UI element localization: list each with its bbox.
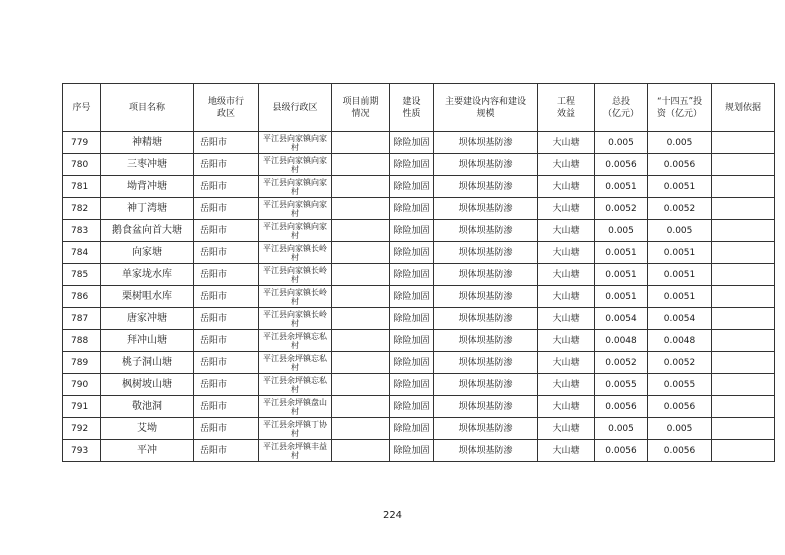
header-planning-basis: 规划依据 [712,84,775,132]
cell-planning-basis [712,396,775,418]
cell-content: 坝体坝基防渗 [434,396,538,418]
cell-county: 平江县余坪镇忘私 村 [259,374,332,396]
cell-preliminary [332,440,390,462]
cell-project-name: 敬池洞 [101,396,194,418]
cell-project-name: 鹅食盆向首大塘 [101,220,194,242]
cell-city: 岳阳市 [194,374,259,396]
cell-county: 平江县余坪镇忘私 村 [259,330,332,352]
cell-index: 786 [63,286,101,308]
cell-total-investment: 0.0056 [595,154,648,176]
header-content: 主要建设内容和建设 规模 [434,84,538,132]
cell-index: 792 [63,418,101,440]
table-row [63,176,775,198]
page-number: 224 [382,510,403,521]
cell-14th-plan-investment: 0.0051 [648,242,712,264]
cell-preliminary [332,374,390,396]
cell-14th-plan-investment: 0.005 [648,132,712,154]
cell-planning-basis [712,264,775,286]
cell-content: 坝体坝基防渗 [434,308,538,330]
cell-city: 岳阳市 [194,176,259,198]
table-row [63,396,775,418]
cell-preliminary [332,264,390,286]
cell-total-investment: 0.0051 [595,242,648,264]
cell-14th-plan-investment: 0.0051 [648,264,712,286]
cell-project-name: 单家垅水库 [101,264,194,286]
cell-nature: 除险加固 [390,264,434,286]
header-benefit: 工程 效益 [538,84,595,132]
cell-total-investment: 0.0051 [595,176,648,198]
header-preliminary: 项目前期 情况 [332,84,390,132]
cell-14th-plan-investment: 0.0055 [648,374,712,396]
cell-index: 791 [63,396,101,418]
cell-benefit: 大山塘 [538,220,595,242]
header-nature: 建设 性质 [390,84,434,132]
cell-county: 平江县向家镇长岭 村 [259,286,332,308]
cell-project-name: 拜冲山塘 [101,330,194,352]
cell-city: 岳阳市 [194,132,259,154]
cell-index: 779 [63,132,101,154]
cell-14th-plan-investment: 0.005 [648,418,712,440]
cell-planning-basis [712,198,775,220]
cell-preliminary [332,308,390,330]
cell-index: 781 [63,176,101,198]
cell-total-investment: 0.0048 [595,330,648,352]
cell-planning-basis [712,352,775,374]
table-row [63,440,775,462]
cell-preliminary [332,418,390,440]
cell-total-investment: 0.005 [595,418,648,440]
cell-14th-plan-investment: 0.0056 [648,440,712,462]
cell-index: 793 [63,440,101,462]
cell-planning-basis [712,330,775,352]
cell-preliminary [332,220,390,242]
cell-benefit: 大山塘 [538,286,595,308]
cell-14th-plan-investment: 0.0048 [648,330,712,352]
cell-county: 平江县余坪镇盘山 村 [259,396,332,418]
cell-nature: 除险加固 [390,374,434,396]
cell-planning-basis [712,176,775,198]
cell-total-investment: 0.005 [595,220,648,242]
cell-index: 787 [63,308,101,330]
table-row [63,418,775,440]
cell-index: 783 [63,220,101,242]
cell-preliminary [332,154,390,176]
cell-14th-plan-investment: 0.0056 [648,154,712,176]
cell-benefit: 大山塘 [538,352,595,374]
cell-nature: 除险加固 [390,352,434,374]
cell-14th-plan-investment: 0.0054 [648,308,712,330]
cell-city: 岳阳市 [194,396,259,418]
cell-county: 平江县向家镇向家 村 [259,198,332,220]
cell-nature: 除险加固 [390,154,434,176]
cell-benefit: 大山塘 [538,308,595,330]
cell-county: 平江县向家镇向家 村 [259,132,332,154]
cell-14th-plan-investment: 0.0052 [648,198,712,220]
cell-project-name: 坳背冲塘 [101,176,194,198]
cell-nature: 除险加固 [390,176,434,198]
cell-index: 790 [63,374,101,396]
header-index: 序号 [63,84,101,132]
cell-benefit: 大山塘 [538,264,595,286]
table-row [63,286,775,308]
cell-county: 平江县向家镇长岭 村 [259,242,332,264]
cell-preliminary [332,176,390,198]
cell-14th-plan-investment: 0.0051 [648,176,712,198]
cell-county: 平江县余坪镇丁协 村 [259,418,332,440]
cell-benefit: 大山塘 [538,418,595,440]
table-row [63,154,775,176]
cell-nature: 除险加固 [390,286,434,308]
cell-content: 坝体坝基防渗 [434,286,538,308]
table-row [63,374,775,396]
cell-preliminary [332,132,390,154]
cell-county: 平江县向家镇向家 村 [259,220,332,242]
cell-14th-plan-investment: 0.005 [648,220,712,242]
cell-benefit: 大山塘 [538,198,595,220]
cell-total-investment: 0.0051 [595,286,648,308]
cell-benefit: 大山塘 [538,154,595,176]
cell-planning-basis [712,242,775,264]
cell-county: 平江县余坪镇忘私 村 [259,352,332,374]
cell-content: 坝体坝基防渗 [434,132,538,154]
cell-city: 岳阳市 [194,242,259,264]
table-row [63,198,775,220]
cell-nature: 除险加固 [390,242,434,264]
cell-nature: 除险加固 [390,132,434,154]
cell-county: 平江县向家镇长岭 村 [259,308,332,330]
table-header-row [63,84,775,132]
cell-city: 岳阳市 [194,330,259,352]
cell-city: 岳阳市 [194,352,259,374]
cell-total-investment: 0.0054 [595,308,648,330]
cell-preliminary [332,330,390,352]
cell-project-name: 神精塘 [101,132,194,154]
cell-city: 岳阳市 [194,308,259,330]
cell-benefit: 大山塘 [538,176,595,198]
cell-project-name: 三枣冲塘 [101,154,194,176]
cell-index: 782 [63,198,101,220]
cell-nature: 除险加固 [390,396,434,418]
cell-total-investment: 0.0056 [595,396,648,418]
cell-14th-plan-investment: 0.0056 [648,396,712,418]
cell-county: 平江县向家镇长岭 村 [259,264,332,286]
cell-content: 坝体坝基防渗 [434,176,538,198]
cell-preliminary [332,396,390,418]
cell-planning-basis [712,220,775,242]
cell-nature: 除险加固 [390,220,434,242]
cell-city: 岳阳市 [194,286,259,308]
cell-benefit: 大山塘 [538,440,595,462]
cell-content: 坝体坝基防渗 [434,154,538,176]
cell-preliminary [332,352,390,374]
header-city: 地级市行 政区 [194,84,259,132]
cell-city: 岳阳市 [194,264,259,286]
cell-project-name: 平冲 [101,440,194,462]
cell-nature: 除险加固 [390,198,434,220]
cell-nature: 除险加固 [390,308,434,330]
table-row [63,308,775,330]
cell-project-name: 神丁湾塘 [101,198,194,220]
cell-index: 784 [63,242,101,264]
cell-city: 岳阳市 [194,198,259,220]
cell-nature: 除险加固 [390,330,434,352]
cell-total-investment: 0.0056 [595,440,648,462]
table-row [63,220,775,242]
cell-county: 平江县向家镇向家 村 [259,176,332,198]
table-row [63,242,775,264]
cell-index: 780 [63,154,101,176]
cell-city: 岳阳市 [194,418,259,440]
cell-benefit: 大山塘 [538,396,595,418]
cell-planning-basis [712,132,775,154]
table-row [63,132,775,154]
cell-content: 坝体坝基防渗 [434,418,538,440]
cell-city: 岳阳市 [194,440,259,462]
cell-planning-basis [712,286,775,308]
cell-project-name: 栗树咀水库 [101,286,194,308]
cell-index: 785 [63,264,101,286]
cell-planning-basis [712,418,775,440]
cell-project-name: 枫树坡山塘 [101,374,194,396]
cell-benefit: 大山塘 [538,132,595,154]
cell-14th-plan-investment: 0.0052 [648,352,712,374]
cell-county: 平江县余坪镇丰益 村 [259,440,332,462]
cell-index: 789 [63,352,101,374]
cell-preliminary [332,242,390,264]
header-total-investment: 总投 （亿元） [595,84,648,132]
cell-benefit: 大山塘 [538,374,595,396]
cell-benefit: 大山塘 [538,242,595,264]
table-row [63,352,775,374]
cell-total-investment: 0.005 [595,132,648,154]
cell-total-investment: 0.0055 [595,374,648,396]
cell-benefit: 大山塘 [538,330,595,352]
cell-city: 岳阳市 [194,220,259,242]
cell-planning-basis [712,308,775,330]
cell-project-name: 唐家冲塘 [101,308,194,330]
cell-planning-basis [712,374,775,396]
cell-county: 平江县向家镇向家 村 [259,154,332,176]
cell-content: 坝体坝基防渗 [434,352,538,374]
header-14th-plan-investment: “十四五”投 资（亿元） [648,84,712,132]
cell-total-investment: 0.0051 [595,264,648,286]
cell-index: 788 [63,330,101,352]
cell-content: 坝体坝基防渗 [434,198,538,220]
cell-content: 坝体坝基防渗 [434,374,538,396]
table-row [63,330,775,352]
table-body [63,132,775,462]
cell-content: 坝体坝基防渗 [434,440,538,462]
table-row [63,264,775,286]
cell-project-name: 向家塘 [101,242,194,264]
cell-total-investment: 0.0052 [595,352,648,374]
cell-content: 坝体坝基防渗 [434,220,538,242]
header-county: 县级行政区 [259,84,332,132]
cell-total-investment: 0.0052 [595,198,648,220]
cell-project-name: 桃子洞山塘 [101,352,194,374]
cell-content: 坝体坝基防渗 [434,264,538,286]
cell-preliminary [332,286,390,308]
cell-project-name: 艾坳 [101,418,194,440]
cell-content: 坝体坝基防渗 [434,242,538,264]
cell-content: 坝体坝基防渗 [434,330,538,352]
cell-city: 岳阳市 [194,154,259,176]
project-table [62,83,775,462]
cell-nature: 除险加固 [390,440,434,462]
cell-planning-basis [712,440,775,462]
cell-planning-basis [712,154,775,176]
header-project-name: 项目名称 [101,84,194,132]
cell-preliminary [332,198,390,220]
cell-14th-plan-investment: 0.0051 [648,286,712,308]
cell-nature: 除险加固 [390,418,434,440]
